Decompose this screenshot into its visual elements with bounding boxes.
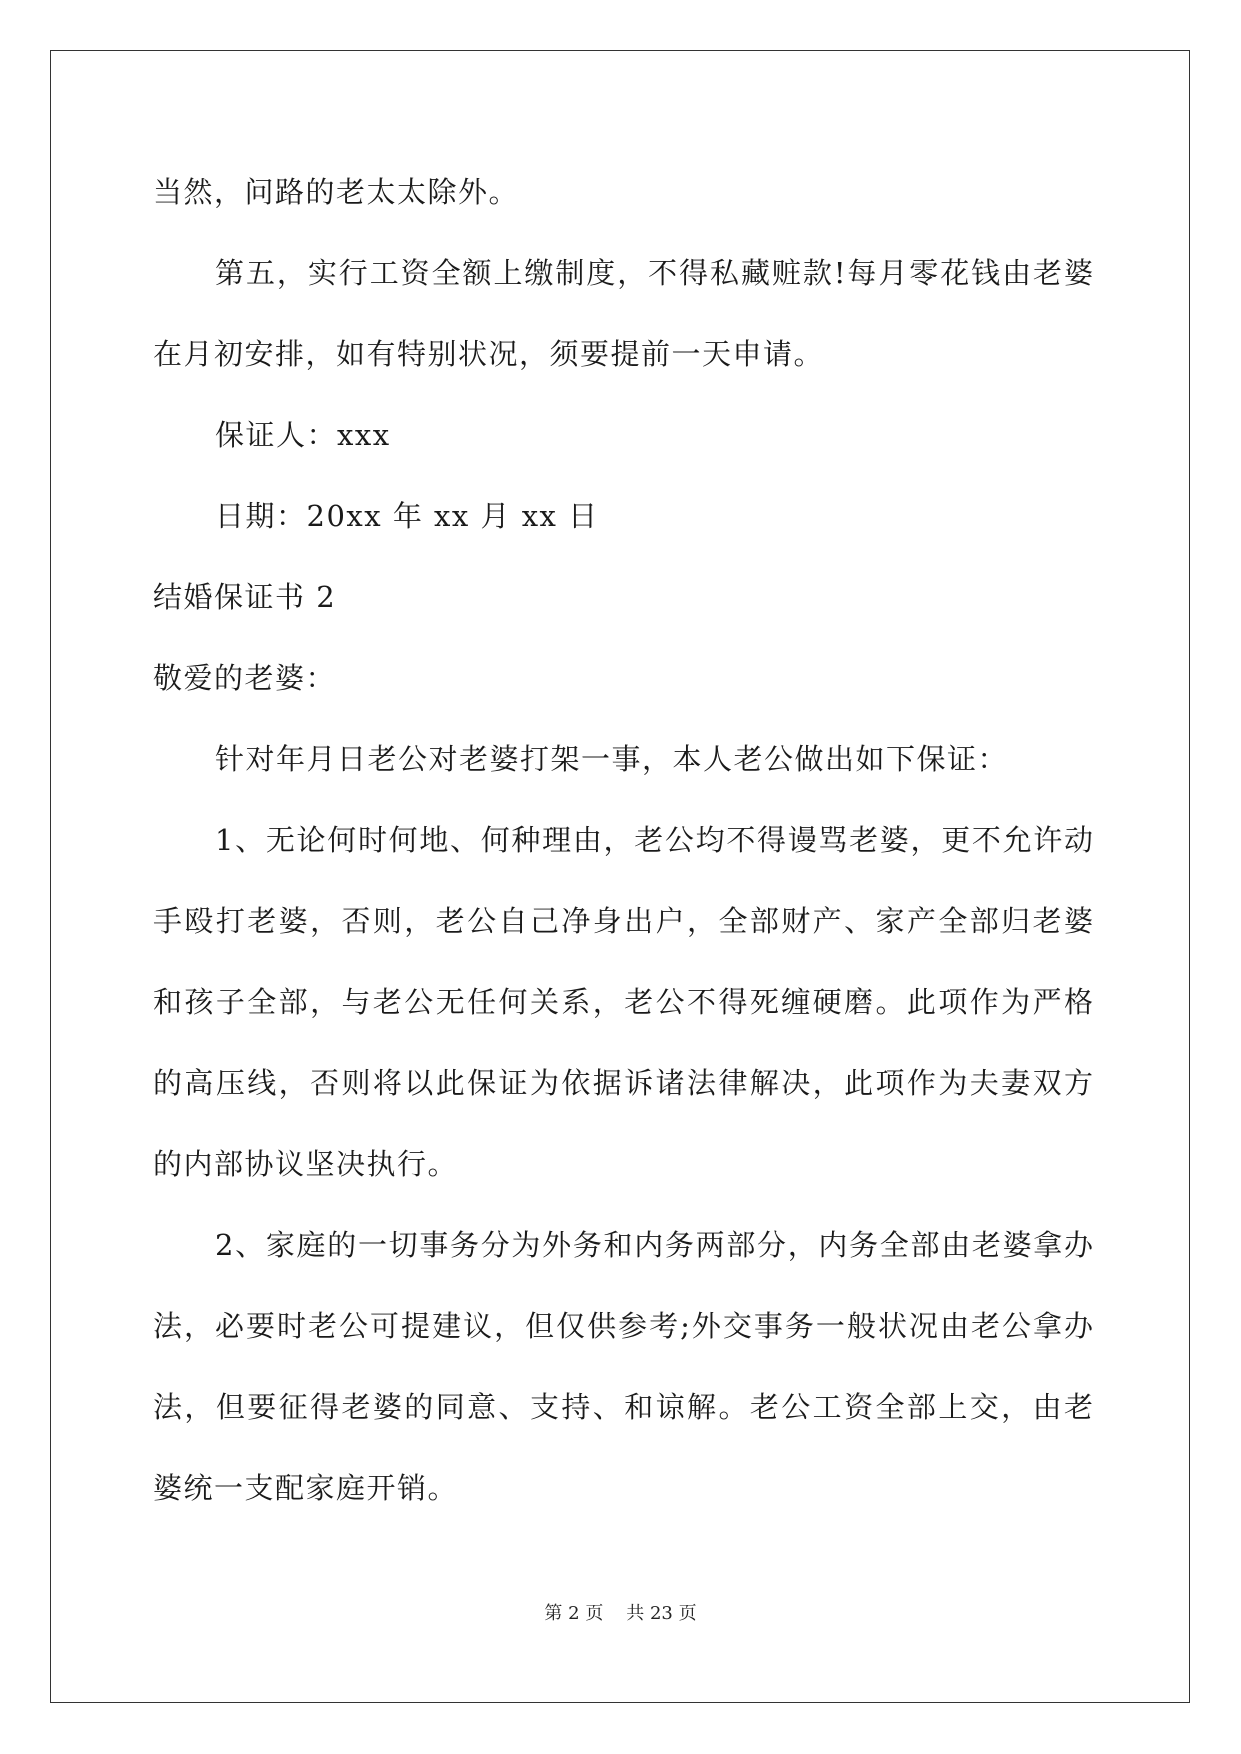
paragraph-line: 2、家庭的一切事务分为外务和内务两部分，内务全部由老婆拿办 bbox=[215, 1228, 1093, 1262]
paragraph-line: 和孩子全部，与老公无任何关系，老公不得死缠硬磨。此项作为严格 bbox=[153, 985, 1093, 1019]
date-line: 日期：20xx 年 xx 月 xx 日 bbox=[215, 499, 599, 533]
page-number: 第 2 页 bbox=[544, 1603, 604, 1624]
section-title: 结婚保证书 2 bbox=[153, 580, 337, 614]
text-line: 在月初安排，如有特别状况，须要提前一天申请。 bbox=[153, 337, 825, 371]
paragraph-line: 1、无论何时何地、何种理由，老公均不得谩骂老婆，更不允许动 bbox=[215, 823, 1093, 857]
paragraph-line: 婆统一支配家庭开销。 bbox=[153, 1471, 459, 1505]
paragraph-line: 第五，实行工资全额上缴制度，不得私藏赃款!每月零花钱由老婆 bbox=[215, 256, 1093, 290]
guarantor-line: 保证人：xxx bbox=[215, 418, 391, 452]
paragraph-line: 的内部协议坚决执行。 bbox=[153, 1147, 459, 1181]
paragraph-line: 针对年月日老公对老婆打架一事，本人老公做出如下保证： bbox=[215, 742, 1009, 776]
paragraph-line: 的高压线，否则将以此保证为依据诉诸法律解决，此项作为夫妻双方 bbox=[153, 1066, 1093, 1100]
paragraph-line: 法，但要征得老婆的同意、支持、和谅解。老公工资全部上交，由老 bbox=[153, 1390, 1093, 1424]
page-border bbox=[50, 50, 1190, 1703]
page-footer bbox=[0, 1602, 1241, 1626]
text-line: 当然，问路的老太太除外。 bbox=[153, 175, 520, 209]
salutation: 敬爱的老婆： bbox=[153, 661, 337, 695]
page-total: 共 23 页 bbox=[626, 1603, 697, 1624]
paragraph-line: 法，必要时老公可提建议，但仅供参考;外交事务一般状况由老公拿办 bbox=[153, 1309, 1093, 1343]
paragraph-line: 手殴打老婆，否则，老公自己净身出户，全部财产、家产全部归老婆 bbox=[153, 904, 1093, 938]
